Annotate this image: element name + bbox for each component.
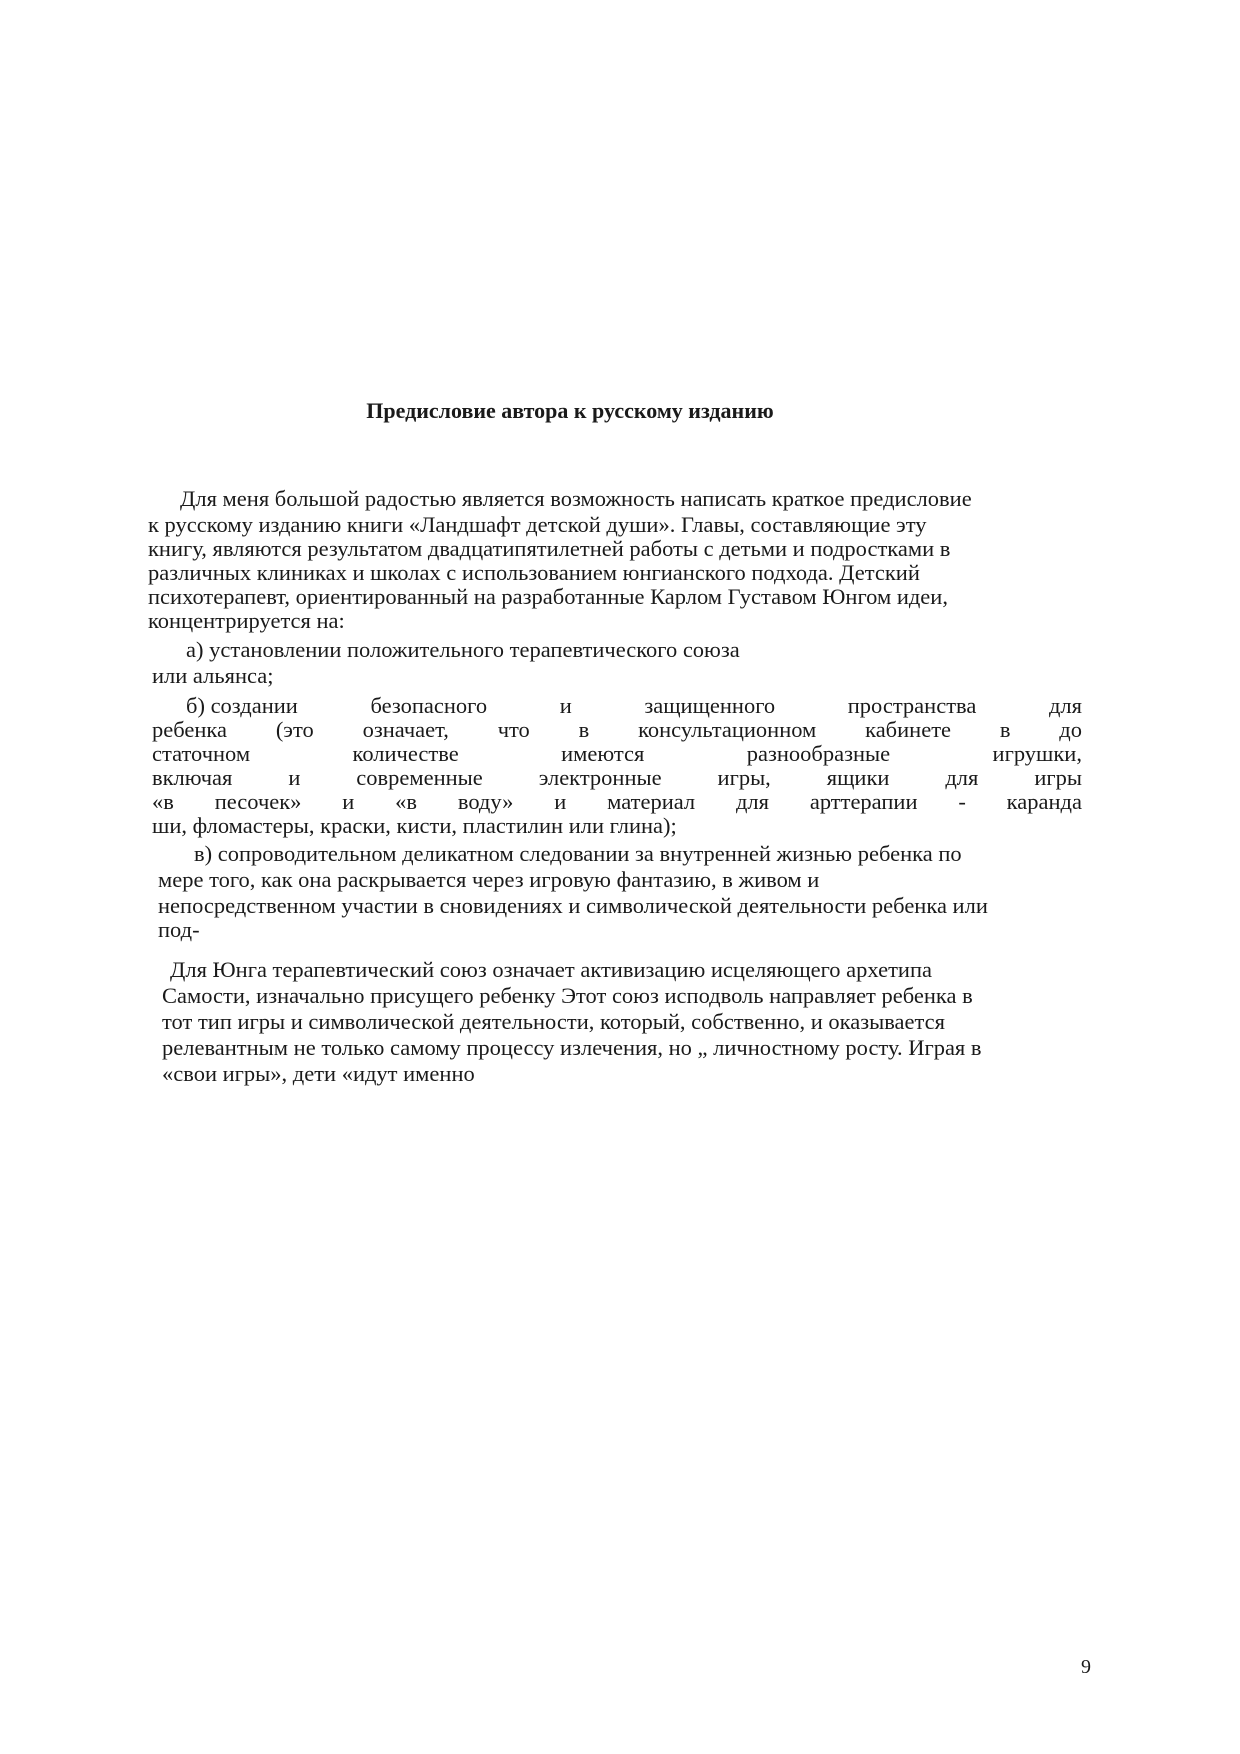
text-line: под- [158, 917, 200, 942]
text-line: в) сопроводительном деликатном следовании за внутренней жизнью ребенка по [194, 841, 962, 866]
page-title: Предисловие автора к русскому изданию [366, 398, 774, 423]
text-line: или альянса; [152, 663, 274, 688]
text-line: мере того, как она раскрывается через игровую фантазию, в живом и [158, 867, 820, 892]
text-line: тот тип игры и символической деятельности, который, собственно, и оказывается [162, 1009, 945, 1034]
text-line: а) установлении положительного терапевтического союза [186, 637, 740, 662]
text-line: «свои игры», дети «идут именно [162, 1061, 475, 1086]
text-line: статочном количестве имеются разнообразные игрушки, [152, 741, 1082, 766]
text-line: книгу, являются результатом двадцатипятилетней работы с детьми и подростками в [148, 536, 951, 561]
text-line: релевантным не только самому процессу излечения, но „ личностному росту. Играя в [162, 1035, 982, 1060]
page-number: 9 [1081, 1656, 1091, 1678]
text-line: б) создании безопасного и защищенного пространства для [186, 693, 1082, 718]
text-line: «в песочек» и «в воду» и материал для арттерапии - каранда [152, 789, 1082, 814]
text-line: Для меня большой радостью является возможность написать краткое предисловие [180, 486, 972, 511]
text-line: непосредственном участии в сновидениях и символической деятельности ребенка или [158, 893, 988, 918]
text-line: ребенка (это означает, что в консультационном кабинете в до [152, 717, 1082, 742]
text-line: различных клиниках и школах с использованием юнгианского подхода. Детский [148, 560, 920, 585]
text-line: ши, фломастеры, краски, кисти, пластилин или глина); [152, 813, 677, 838]
text-line: включая и современные электронные игры, ящики для игры [152, 765, 1082, 790]
text-line: Самости, изначально присущего ребенку Этот союз исподволь направляет ребенка в [162, 983, 973, 1008]
text-line: Для Юнга терапевтический союз означает активизацию исцеляющего архетипа [170, 957, 933, 982]
text-line: к русскому изданию книги «Ландшафт детской души». Главы, составляющие эту [148, 512, 927, 537]
text-line: концентрируется на: [148, 608, 345, 633]
text-line: психотерапевт, ориентированный на разработанные Карлом Густавом Юнгом идеи, [148, 584, 948, 609]
